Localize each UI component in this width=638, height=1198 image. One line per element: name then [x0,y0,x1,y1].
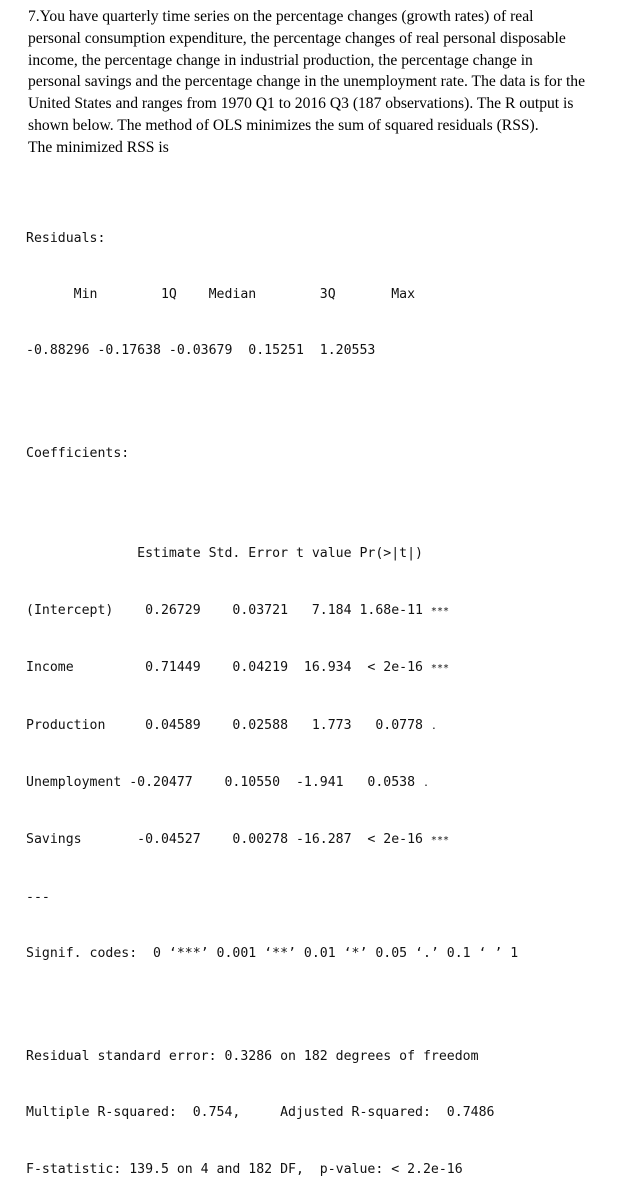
coef-row-text: Production 0.04589 0.02588 1.773 0.0778 [26,717,431,733]
coef-row-production [26,717,518,737]
coef-row-text: (Intercept) 0.26729 0.03721 7.184 1.68e-11 [26,602,431,618]
question-line: shown below. The method of OLS minimizes the sum of squared residuals (RSS). [28,116,539,134]
significance-stars: *** [430,835,449,847]
significance-stars: . [430,720,437,732]
significance-stars: *** [430,605,449,617]
f-statistic: F-statistic: 139.5 on 4 and 182 DF, p-value: < 2.2e-16 [26,1161,463,1177]
question-line: personal consumption expenditure, the percentage changes of real personal disposable [28,29,566,47]
question-line: The minimized RSS is [28,138,169,156]
coef-row-text: Savings -0.04527 0.00278 -16.287 < 2e-16 [26,832,431,848]
question-line: United States and ranges from 1970 Q1 to 2016 Q3 (187 observations). The R output is [28,95,574,113]
residual-standard-error: Residual standard error: 0.3286 on 182 degrees of freedom [26,1049,479,1065]
significance-stars: *** [430,663,449,675]
signif-codes: Signif. codes: 0 ‘***’ 0.001 ‘**’ 0.01 ‘*’ 0.05 ‘.’ 0.1 ‘ ’ 1 [26,946,519,962]
question-line: income, the percentage change in industrial production, the percentage change in [28,51,533,69]
question-line: personal savings and the percentage change in the unemployment rate. The data is for the [28,73,585,91]
coef-row-unemployment [26,774,518,794]
coefficients-title: Coefficients: [26,446,130,462]
question-text [28,6,628,159]
residuals-values: -0.88296 -0.17638 -0.03679 0.15251 1.20553 [26,343,376,359]
coef-row-text: Income 0.71449 0.04219 16.934 < 2e-16 [26,660,431,676]
coef-row-intercept [26,602,518,622]
residuals-header: Min 1Q Median 3Q Max [26,286,416,302]
coefficients-header: Estimate Std. Error t value Pr(>|t|) [26,546,423,562]
question-line: 7.You have quarterly time series on the percentage changes (growth rates) of real [28,8,534,25]
r-squared: Multiple R-squared: 0.754, Adjusted R-squared: 0.7486 [26,1105,503,1121]
significance-stars: . [422,777,430,789]
residuals-title: Residuals: [26,230,106,246]
separator: --- [26,889,50,905]
r-regression-output [26,192,518,1198]
coef-row-savings [26,831,518,851]
coef-row-text: Unemployment -0.20477 0.10550 -1.941 0.0538 [26,774,423,790]
coef-row-income [26,659,518,679]
